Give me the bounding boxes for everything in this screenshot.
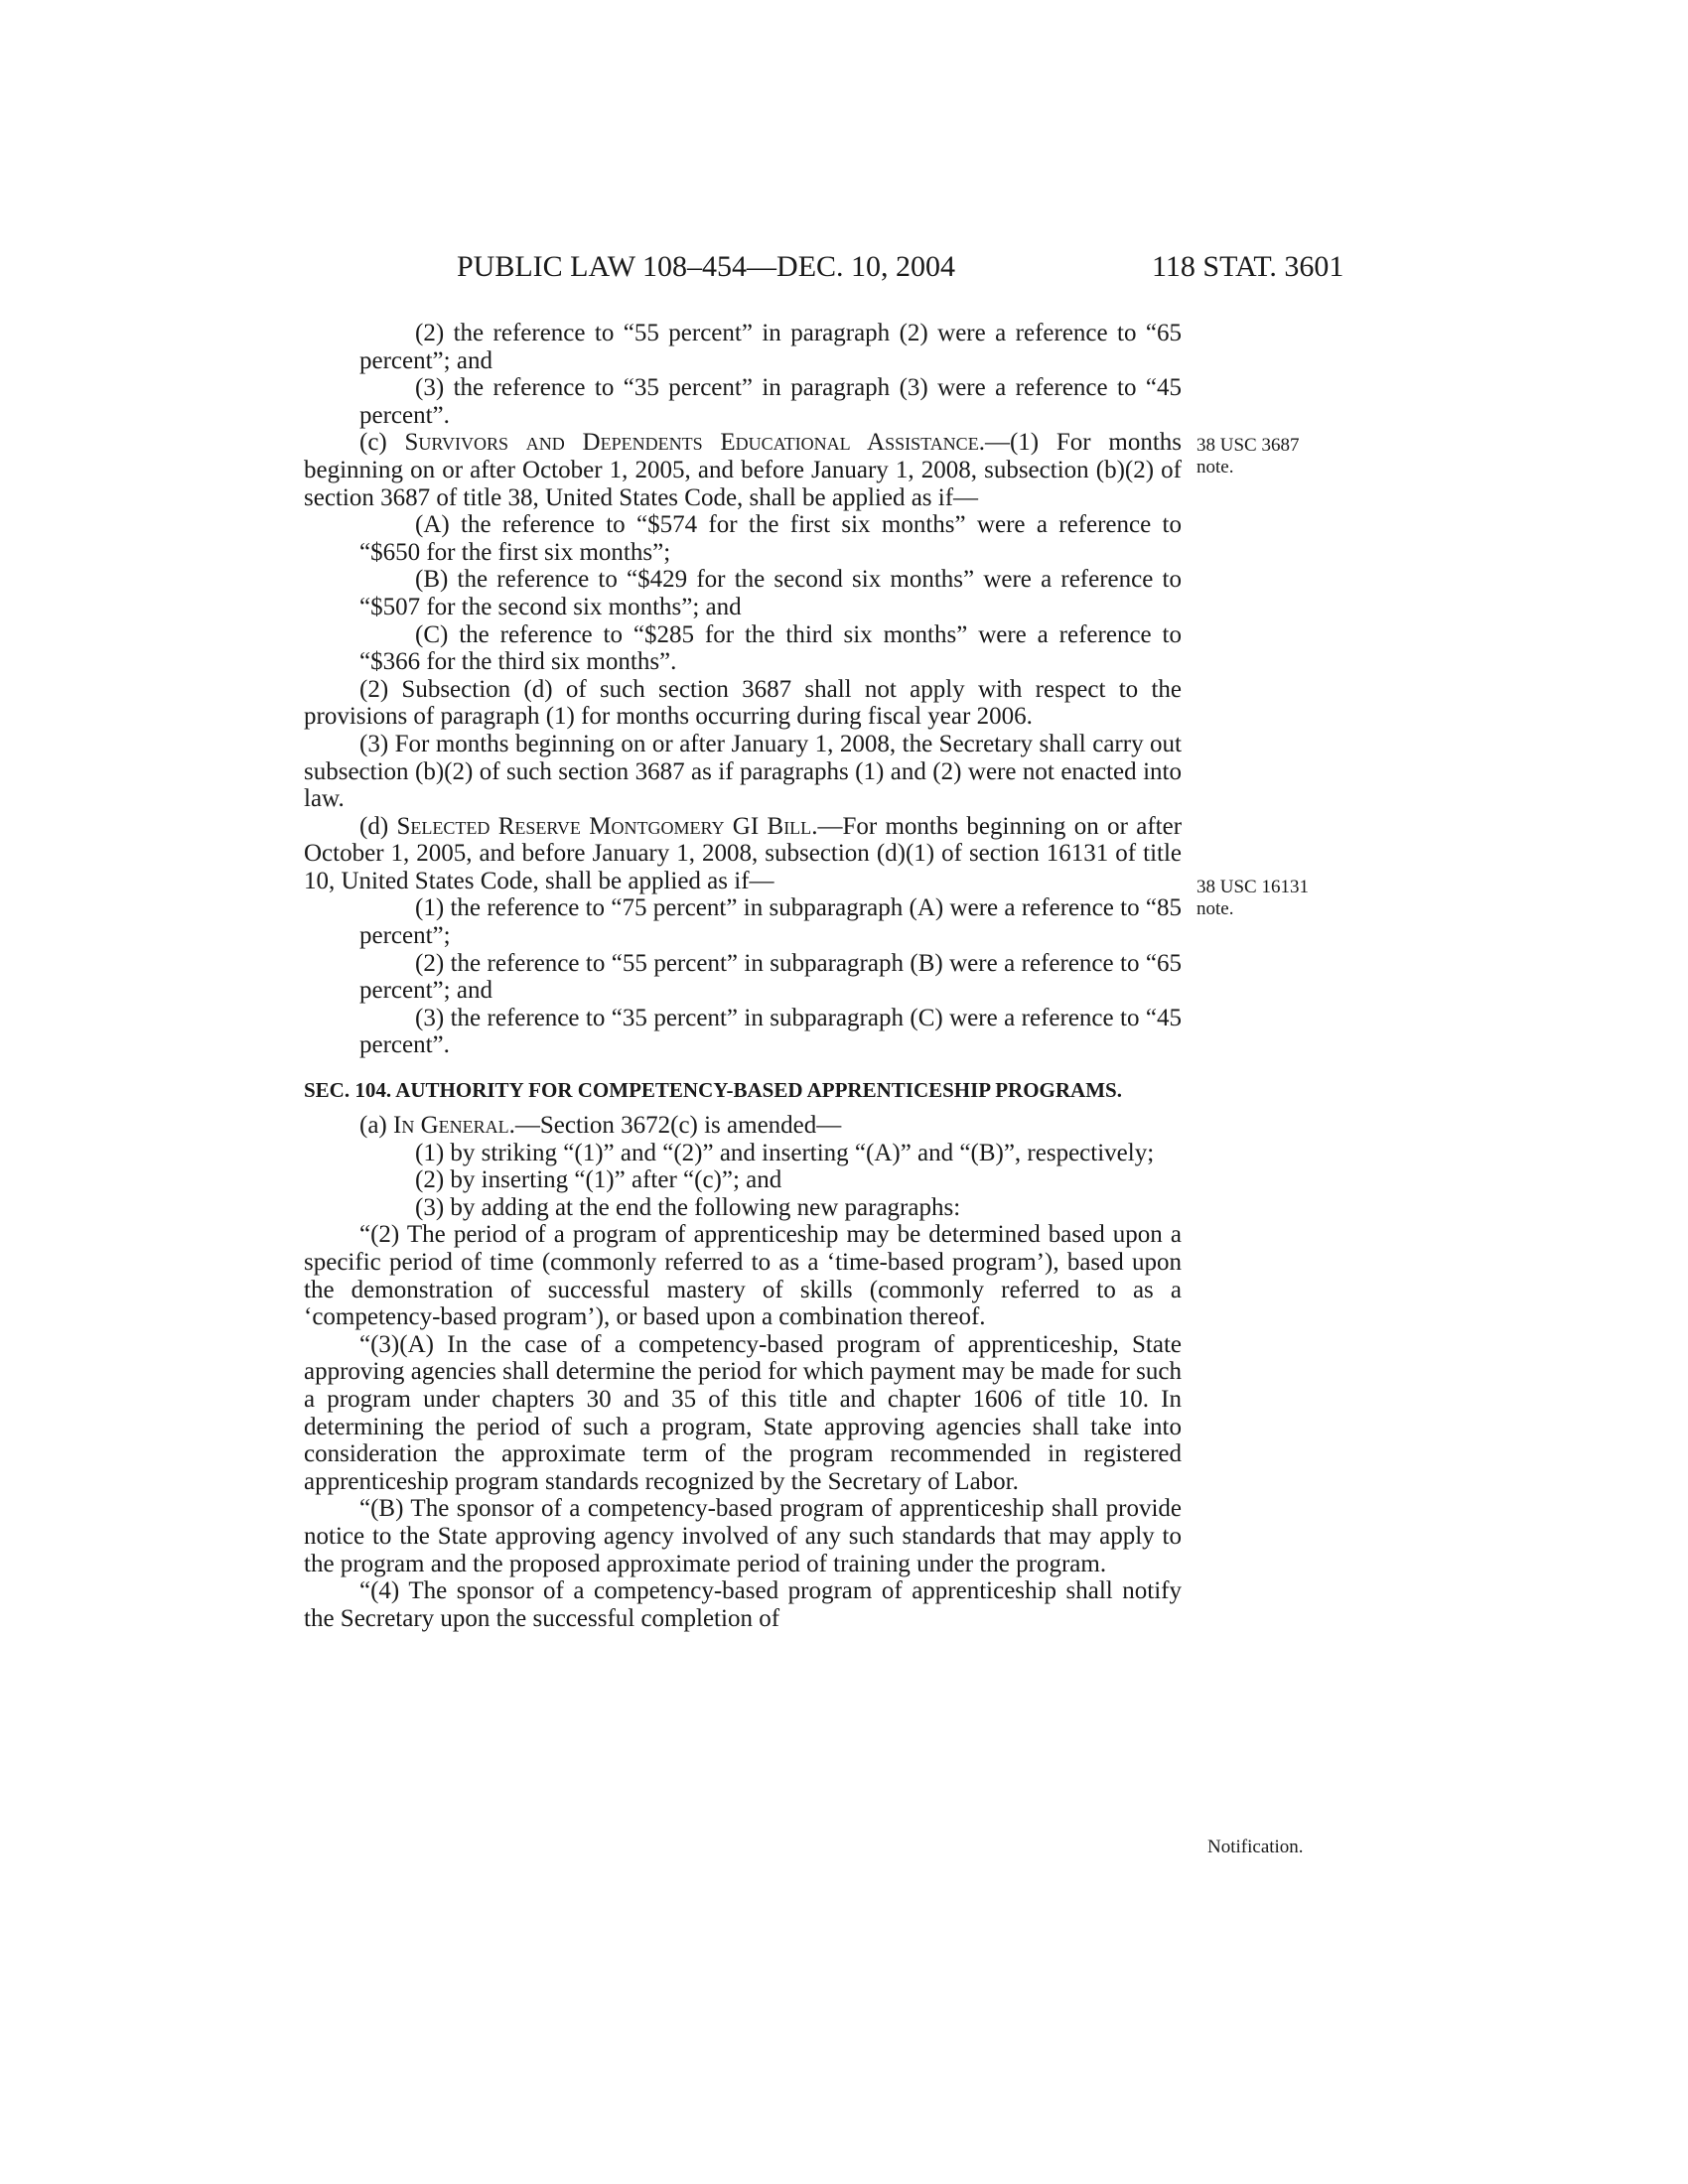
- subsection-a: [304, 1112, 1182, 1140]
- quoted-paragraph-2: “(2) The period of a program of apprenticeship may be determined based upon a specific period of time (commonly referred to as a ‘time-based program’), based upon the demonstration of successful mastery of skills (commonly referred to as a ‘competency-based program’), or based upon a combination thereof.: [304, 1221, 1182, 1331]
- paragraph-d3: (3) the reference to “35 percent” in subparagraph (C) were a reference to “45 percent”.: [359, 1004, 1182, 1059]
- paragraph-c3: (3) For months beginning on or after January 1, 2008, the Secretary shall carry out subsection (b)(2) of such section 3687 as if paragraphs (1) and (2) were not enacted into law.: [304, 730, 1182, 813]
- subsection-d: [304, 813, 1182, 895]
- margin-note-38-usc-16131: [1196, 877, 1309, 920]
- paragraph-b2: (2) the reference to “55 percent” in paragraph (2) were a reference to “65 percent”; and: [359, 320, 1182, 374]
- subsection-c-text: .—(1) For months beginning on or after October 1, 2005, and before January 1, 2008, subsection (b)(2) of section 3687 of title 38, United States Code, shall be applied as if—: [304, 429, 1182, 511]
- paragraph-d1: (1) the reference to “75 percent” in subparagraph (A) were a reference to “85 percent”;: [359, 894, 1182, 950]
- subsection-d-label: (d): [359, 812, 397, 840]
- paragraph-a2: (2) by inserting “(1)” after “(c)”; and: [415, 1166, 782, 1194]
- margin-note-38-usc-3687: [1196, 435, 1299, 478]
- subsection-a-label: (a): [359, 1112, 393, 1140]
- paragraph-a1: (1) by striking “(1)” and “(2)” and inserting “(A)” and “(B)”, respectively;: [415, 1139, 1155, 1166]
- running-header-page-number: 118 STAT. 3601: [1152, 250, 1344, 283]
- subsection-c: [304, 429, 1182, 511]
- statute-body: [304, 320, 1182, 1632]
- paragraph-c2: (2) Subsection (d) of such section 3687 shall not apply with respect to the provisions of paragraph (1) for months occurring during fiscal year 2006.: [304, 675, 1182, 731]
- subparagraph-c-A: (A) the reference to “$574 for the first six months” were a reference to “$650 for the first six months”;: [359, 511, 1182, 566]
- margin-note-line: 38 USC 16131: [1196, 877, 1309, 897]
- margin-note-line: note.: [1196, 457, 1234, 478]
- quoted-paragraph-3A: “(3)(A) In the case of a competency-based program of apprenticeship, State approving agencies shall determine the period for which payment may be made for such a program under chapters 30 and 35 of this title and chapter 1606 of title 10. In determining the period of such a program, State approving agencies shall take into consideration the approximate term of the program recommended in registered apprenticeship program standards recognized by the Secretary of Labor.: [304, 1330, 1182, 1495]
- subparagraph-c-C: (C) the reference to “$285 for the third six months” were a reference to “$366 for the third six months”.: [359, 620, 1182, 676]
- subsection-a-heading: In General: [393, 1112, 509, 1140]
- quoted-paragraph-3B: “(B) The sponsor of a competency-based program of apprenticeship shall provide notice to the State approving agency involved of any such standards that may apply to the program and the proposed approximate period of training under the program.: [304, 1495, 1182, 1577]
- margin-note-notification: Notification.: [1207, 1837, 1304, 1857]
- subsection-a-text: .—Section 3672(c) is amended—: [508, 1112, 842, 1140]
- subsection-d-text: .—For months beginning on or after October 1, 2005, and before January 1, 2008, subsection (d)(1) of section 16131 of title 10, United States Code, shall be applied as if—: [304, 812, 1183, 894]
- paragraph-b3: (3) the reference to “35 percent” in paragraph (3) were a reference to “45 percent”.: [359, 374, 1182, 429]
- margin-note-line: 38 USC 3687: [1196, 435, 1300, 456]
- subsection-d-heading: Selected Reserve Montgomery GI Bill: [396, 812, 812, 840]
- subsection-c-heading: Survivors and Dependents Educational Assistance: [404, 429, 979, 457]
- margin-note-line: note.: [1196, 898, 1234, 919]
- subsection-c-label: (c): [359, 429, 405, 457]
- paragraph-a3: (3) by adding at the end the following new paragraphs:: [415, 1193, 961, 1221]
- subparagraph-c-B: (B) the reference to “$429 for the second six months” were a reference to “$507 for the second six months”; and: [359, 566, 1182, 620]
- section-104-heading: SEC. 104. AUTHORITY FOR COMPETENCY-BASED APPRENTICESHIP PROGRAMS.: [304, 1078, 1122, 1103]
- quoted-paragraph-4: “(4) The sponsor of a competency-based program of apprenticeship shall notify the Secretary upon the successful completion of: [304, 1577, 1182, 1632]
- running-header-title: PUBLIC LAW 108–454—DEC. 10, 2004: [457, 250, 956, 283]
- paragraph-d2: (2) the reference to “55 percent” in subparagraph (B) were a reference to “65 percent”; and: [359, 949, 1182, 1005]
